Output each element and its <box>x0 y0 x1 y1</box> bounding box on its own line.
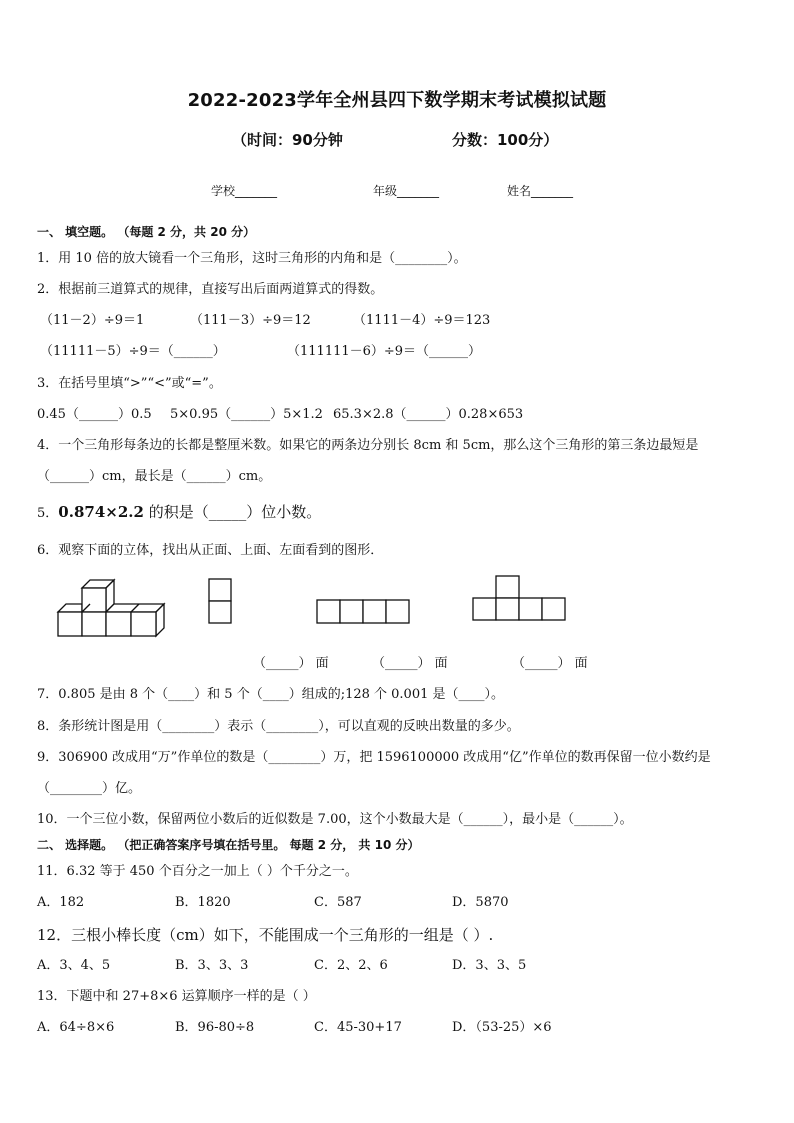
q13-option-a: A．64÷8×6 <box>37 1020 115 1035</box>
question-1: 1．用 10 倍的放大镜看一个三角形，这时三角形的内角和是（________）。 <box>37 251 467 266</box>
question-5 <box>37 503 321 523</box>
q2-equation-1: （11－2）÷9＝1 <box>40 313 145 328</box>
q11-option-b: B．1820 <box>175 895 231 910</box>
question-9-line1: 9．306900 改成用“万”作单位的数是（________）万，把 1596100000 改成用“亿”作单位的数再保留一位小数约是 <box>37 750 711 765</box>
section1-heading: 一、 填空题。 （每题 2 分，共 20 分） <box>37 225 256 239</box>
exam-score: 分数：100分） <box>452 131 559 149</box>
q13-option-d: D．（53-25）×6 <box>452 1020 552 1035</box>
q2-equation-3: （1111－4）÷9＝123 <box>353 313 491 328</box>
name-field: 姓名_______ <box>507 184 574 198</box>
q2-equation-2: （111－3）÷9＝12 <box>190 313 311 328</box>
question-3: 3．在括号里填“>”“<”或“=”。 <box>37 376 222 391</box>
q13-option-c: C．45-30+17 <box>314 1020 402 1035</box>
q6-blank-3: （_____） 面 <box>512 656 588 671</box>
question-13: 13．下题中和 27+8×6 运算顺序一样的是（ ） <box>37 989 316 1004</box>
page-title: 2022-2023学年全州县四下数学期末考试模拟试题 <box>187 90 607 111</box>
section2-heading: 二、 选择题。 （把正确答案序号填在括号里。 每题 2 分， 共 10 分） <box>37 838 420 852</box>
q3-compare-c: 65.3×2.8（______）0.28×653 <box>333 407 524 422</box>
question-4-line2: （______）cm，最长是（______）cm。 <box>37 469 272 484</box>
q3-compare-b: 5×0.95（______）5×1.2 <box>170 407 323 422</box>
school-field: 学校_______ <box>211 184 278 198</box>
view-figure-3 <box>472 575 568 622</box>
view-figure-1 <box>208 578 232 624</box>
q11-option-d: D．5870 <box>452 895 509 910</box>
q6-blank-2: （_____） 面 <box>372 656 448 671</box>
q12-option-a: A．3、4、5 <box>37 958 111 973</box>
view-figure-2 <box>316 599 410 624</box>
q12-option-c: C．2、2、6 <box>314 958 388 973</box>
q5-number: 5． <box>37 506 59 521</box>
question-4-line1: 4．一个三角形每条边的长都是整厘米数。如果它的两条边分别长 8cm 和 5cm，那么这个三角形的第三条边最短是 <box>37 438 699 453</box>
grade-field: 年级_______ <box>373 184 440 198</box>
exam-time: （时间：90分钟 <box>232 131 343 149</box>
q11-option-c: C．587 <box>314 895 362 910</box>
q3-compare-a: 0.45（______）0.5 <box>37 407 152 422</box>
q11-option-a: A．182 <box>37 895 85 910</box>
q13-option-b: B．96-80÷8 <box>175 1020 255 1035</box>
question-12: 12．三根小棒长度（cm）如下，不能围成一个三角形的一组是（ ）. <box>37 926 494 944</box>
q5-expression: 0.874×2.2 <box>58 503 144 521</box>
q5-text: 的积是（_____）位小数。 <box>143 503 322 521</box>
question-7: 7．0.805 是由 8 个（____）和 5 个（____）组成的;128 个 0.001 是（____）。 <box>37 687 504 702</box>
question-9-line2: （________）亿。 <box>37 781 142 796</box>
question-10: 10．一个三位小数，保留两位小数后的近似数是 7.00，这个小数最大是（______），最小是（______）。 <box>37 812 633 827</box>
q2-equation-4: （11111－5）÷9＝（______） <box>40 344 226 359</box>
question-11: 11．6.32 等于 450 个百分之一加上（ ）个千分之一。 <box>37 864 358 879</box>
q12-option-b: B．3、3、3 <box>175 958 249 973</box>
question-8: 8．条形统计图是用（________）表示（________），可以直观的反映出数量的多少。 <box>37 719 520 734</box>
q6-blank-1: （_____） 面 <box>253 656 329 671</box>
q2-equation-5: （111111－6）÷9＝（______） <box>287 344 482 359</box>
question-6: 6．观察下面的立体，找出从正面、上面、左面看到的图形． <box>37 543 384 558</box>
question-2: 2．根据前三道算式的规律，直接写出后面两道算式的得数。 <box>37 282 384 297</box>
solid-figure <box>56 577 168 639</box>
q12-option-d: D．3、3、5 <box>452 958 527 973</box>
